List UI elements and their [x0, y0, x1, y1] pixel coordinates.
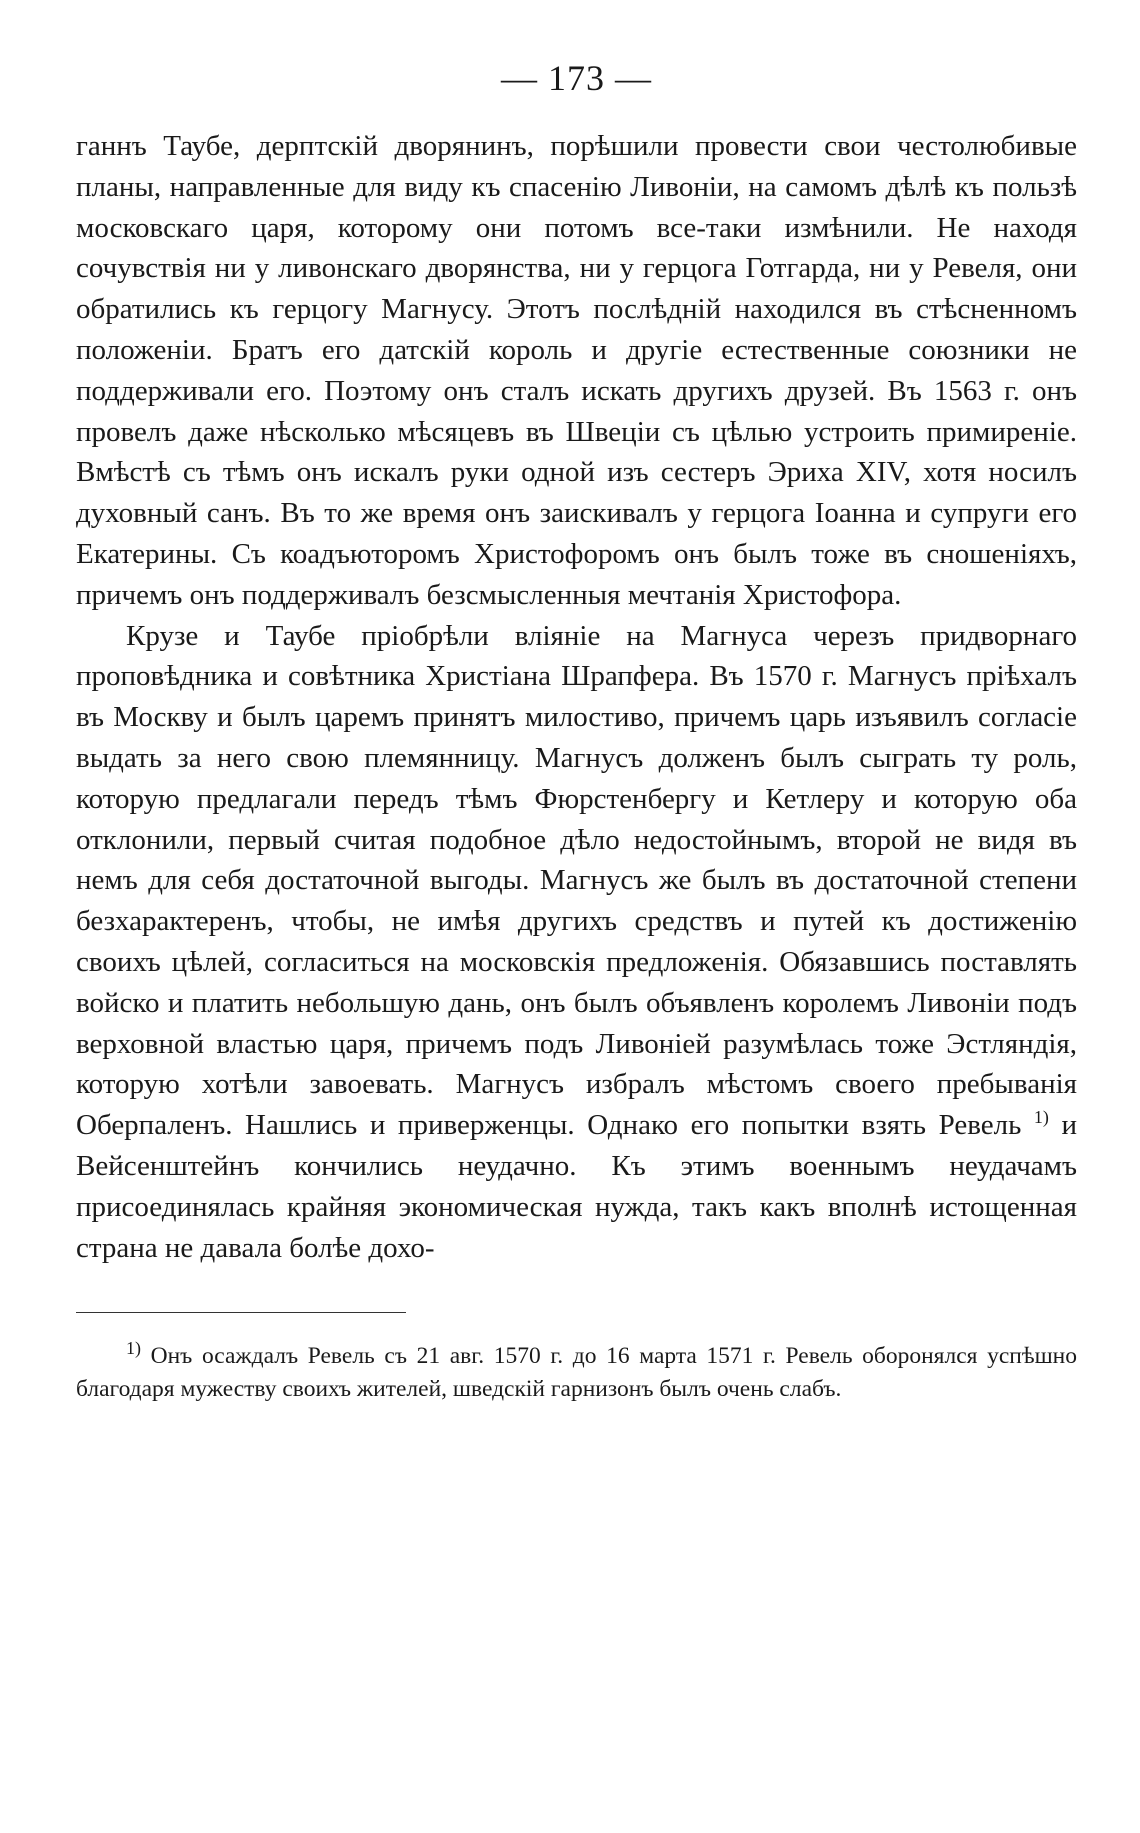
main-text	[76, 126, 1077, 1268]
page-number: — 173 —	[501, 58, 652, 98]
footnote-paragraph	[76, 1339, 1077, 1406]
footnote-marker: 1)	[126, 1338, 141, 1359]
footnote	[76, 1339, 1077, 1406]
footnote-reference: 1)	[1033, 1107, 1049, 1128]
paragraph-2-text-end: и Вейсенштейнъ кончились неудачно. Къ этимъ военнымъ неудачамъ присоединялась крайняя экономическая нужда, такъ какъ вполнѣ истощенная страна не давала болѣе дохо-	[76, 1109, 1077, 1264]
footnote-text: Онъ осаждалъ Ревель съ 21 авг. 1570 г. до 16 марта 1571 г. Ревель оборонялся успѣшно благодаря мужеству своихъ жителей, шведскій гарнизонъ былъ очень слабъ.	[76, 1343, 1078, 1403]
paragraph-1: ганнъ Таубе, дерптскій дворянинъ, порѣшили провести свои честолюбивые планы, направленные для виду къ спасенію Ливоніи, на самомъ дѣлѣ къ пользѣ московскаго царя, которому они потомъ все-таки измѣнили. Не находя сочувствія ни у ливонскаго дворянства, ни у герцога Готгарда, ни у Ревеля, они обратились къ герцогу Магнусу. Этотъ послѣдній находился въ стѣсненномъ положеніи. Братъ его датскій король и другіе естественные союзники не поддерживали его. Поэтому онъ сталъ искать другихъ друзей. Въ 1563 г. онъ провелъ даже нѣсколько мѣсяцевъ въ Швеціи съ цѣлью устроить примиреніе. Вмѣстѣ съ тѣмъ онъ искалъ руки одной изъ сестеръ Эриха XIV, хотя носилъ духовный санъ. Въ то же время онъ заискивалъ у герцога Іоанна и супруги его Екатерины. Съ коадъюторомъ Христофоромъ онъ былъ тоже въ сношеніяхъ, причемъ онъ поддерживалъ безсмысленныя мечтанія Христофора.	[76, 130, 1077, 611]
paragraph-2-text-start: Крузе и Таубе пріобрѣли вліяніе на Магнуса черезъ придворнаго проповѣдника и совѣтника Христіана Шрапфера. Въ 1570 г. Магнусъ пріѣхалъ въ Москву и былъ царемъ принятъ милостиво, причемъ царь изъявилъ согласіе выдать за него свою племянницу. Магнусъ долженъ былъ сыграть ту роль, которую предлагали передъ тѣмъ Фюрстенбергу и Кетлеру и которую оба отклонили, первый считая подобное дѣло недостойнымъ, второй не видя въ немъ для себя достаточной выгоды. Магнусъ же былъ въ достаточной степени безхарактеренъ, чтобы, не имѣя другихъ средствъ и путей къ достиженію своихъ цѣлей, согласиться на московскія предложенія. Обязавшись поставлять войско и платить небольшую дань, онъ былъ объявленъ королемъ Ливоніи подъ верховной властью царя, причемъ подъ Ливоніей разумѣлась тоже Эстляндія, которую хотѣли завоевать. Магнусъ избралъ мѣстомъ своего пребыванія Оберпаленъ. Нашлись и приверженцы. Однако его попытки взять Ревель	[76, 619, 1077, 1142]
paragraph-2	[76, 616, 1077, 1269]
footnote-divider	[76, 1312, 406, 1313]
